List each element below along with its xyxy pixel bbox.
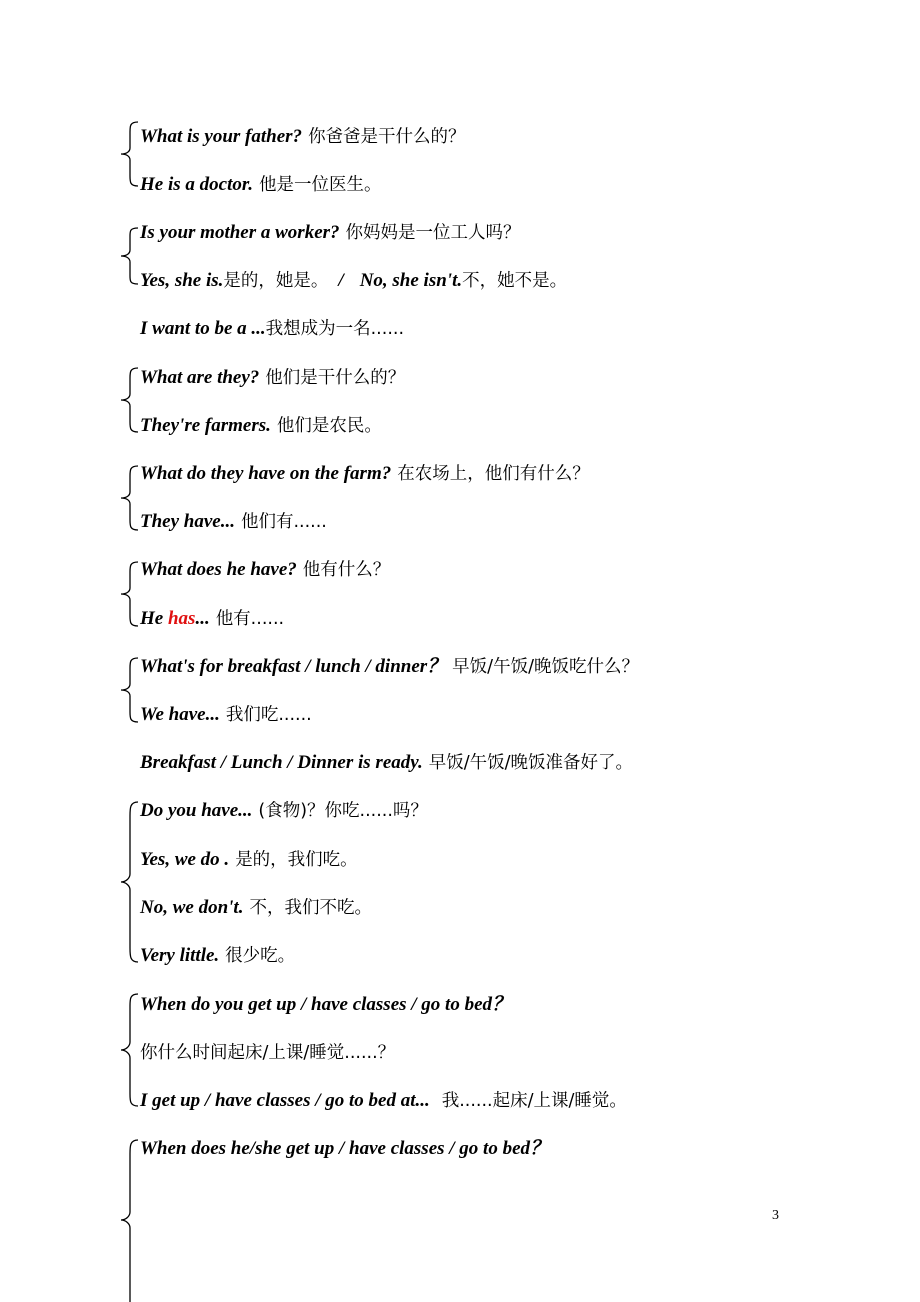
brace-icon [110, 118, 144, 190]
chinese-text: 是的，她是。 [223, 271, 329, 291]
sentence-line [140, 604, 284, 632]
brace-icon [110, 558, 144, 630]
chinese-text: 你爸爸是干什么的？ [308, 127, 466, 147]
english-text: What do they have on the farm? [140, 463, 392, 484]
chinese-text: 我们吃...... [225, 705, 312, 725]
english-text: What does he have? [140, 559, 297, 580]
english-text: We have... [140, 704, 220, 725]
chinese-text: 我想成为一名...... [265, 319, 405, 339]
sentence-line [140, 1134, 549, 1162]
chinese-text: 他们有...... [240, 512, 327, 532]
sentence-line [140, 845, 358, 873]
brace-icon [110, 364, 144, 436]
sentence-line [140, 990, 511, 1018]
sentence-line [140, 1086, 627, 1114]
english-text: He [140, 608, 168, 629]
sentence-line [140, 170, 381, 198]
english-text: What is your father? [140, 126, 303, 147]
english-text: Very little. [140, 945, 220, 966]
brace-icon [110, 1136, 144, 1302]
sentence-line [140, 796, 428, 824]
sentence-line [140, 555, 390, 583]
sentence-line [140, 748, 633, 776]
sentence-line [140, 700, 312, 728]
english-text: I get up / have classes / go to bed at... [140, 1090, 430, 1111]
chinese-text: 你什么时间起床/上课/睡觉......？ [140, 1043, 396, 1063]
chinese-text: (食物)？你吃......吗？ [258, 801, 428, 821]
brace-icon [110, 654, 144, 726]
english-text: Do you have... [140, 800, 253, 821]
chinese-text: 在农场上，他们有什么？ [397, 464, 590, 484]
brace-icon [110, 798, 144, 966]
english-text: I want to be a ... [140, 318, 266, 339]
sentence-line [140, 363, 405, 391]
chinese-text: 你妈妈是一位工人吗？ [345, 223, 521, 243]
chinese-text: 很少吃。 [225, 946, 296, 966]
brace-icon [110, 462, 144, 534]
english-text: Yes, she is. [140, 270, 224, 291]
chinese-text: 早饭/午饭/晚饭准备好了。 [428, 753, 634, 773]
sentence-line [140, 652, 639, 680]
chinese-text: 是的，我们吃。 [235, 850, 358, 870]
english-text: When does he/she get up / have classes / go to bed？ [140, 1138, 550, 1159]
brace-icon [110, 990, 144, 1110]
chinese-text: 他是一位医生。 [258, 175, 382, 195]
page-number: 3 [772, 1208, 779, 1223]
sentence-line [140, 459, 590, 487]
sentence-line [140, 941, 295, 969]
chinese-text: 不，我们不吃。 [249, 898, 372, 918]
english-text: ... [195, 608, 210, 629]
sentence-line [140, 411, 382, 439]
english-text: Yes, we do . [140, 849, 230, 870]
sentence-line [140, 1038, 395, 1066]
english-text: Is your mother a worker? [140, 222, 340, 243]
chinese-text: 他们是干什么的？ [265, 368, 406, 388]
chinese-text: 他有什么？ [302, 560, 391, 580]
sentence-line [140, 122, 466, 150]
highlighted-word: has [167, 608, 196, 629]
sentence-line [140, 893, 372, 921]
english-text: Breakfast / Lunch / Dinner is ready. [140, 752, 423, 773]
sentence-line [140, 218, 521, 246]
english-text: He is a doctor. [140, 174, 253, 195]
chinese-text: 他们是农民。 [276, 416, 382, 436]
sentence-line [140, 507, 327, 535]
chinese-text: 早饭/午饭/晚饭吃什么？ [452, 657, 639, 677]
chinese-text: 我......起床/上课/睡觉。 [441, 1091, 627, 1111]
english-text: They're farmers. [140, 415, 271, 436]
english-text: When do you get up / have classes / go to bed？ [140, 994, 512, 1015]
separator: / [338, 270, 344, 291]
brace-icon [110, 224, 144, 288]
english-text: No, she isn't. [359, 270, 463, 291]
english-text: They have... [140, 511, 235, 532]
english-text: No, we don't. [140, 897, 244, 918]
chinese-text: 不，她不是。 [462, 271, 568, 291]
sentence-line [140, 266, 567, 294]
chinese-text: 他有...... [215, 609, 285, 629]
english-text: What's for breakfast / lunch / dinner？ [140, 656, 447, 677]
english-text: What are they? [140, 367, 260, 388]
sentence-line [140, 314, 404, 342]
